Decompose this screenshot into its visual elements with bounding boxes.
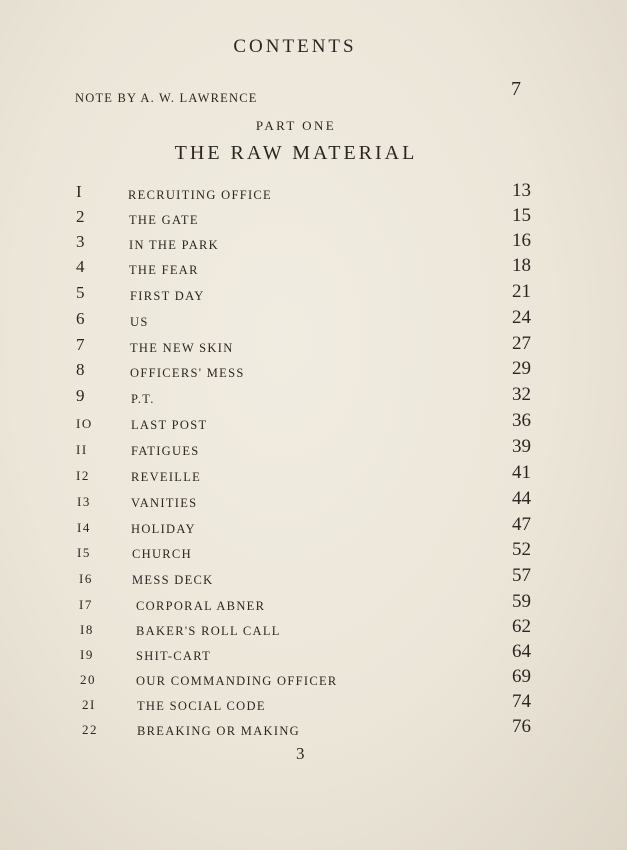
- chapter-number: 3: [76, 232, 85, 251]
- chapter-number: 22: [82, 722, 98, 737]
- chapter-row: [0, 438, 627, 464]
- chapter-page: 44: [512, 488, 531, 509]
- chapter-page: 57: [512, 565, 531, 586]
- chapter-title: THE SOCIAL CODE: [137, 699, 266, 713]
- chapter-row: [0, 360, 627, 386]
- chapter-page: 27: [512, 333, 531, 354]
- chapter-title: LAST POST: [131, 418, 208, 432]
- chapter-title: REVEILLE: [131, 470, 202, 484]
- chapter-title: SHIT-CART: [136, 649, 212, 663]
- chapter-page: 15: [512, 205, 531, 226]
- chapter-row: [0, 232, 627, 258]
- chapter-number: 5: [76, 283, 85, 302]
- chapter-row: [0, 693, 627, 719]
- section-heading: THE RAW MATERIAL: [174, 142, 418, 164]
- chapter-row: [0, 464, 627, 490]
- chapter-page: 18: [512, 255, 531, 276]
- chapter-title: BREAKING OR MAKING: [137, 724, 300, 738]
- chapter-title: THE GATE: [129, 213, 199, 227]
- chapter-number: IO: [76, 416, 93, 431]
- chapter-row: [0, 516, 627, 542]
- chapter-page: 32: [512, 384, 531, 405]
- chapter-row: [0, 490, 627, 516]
- chapter-title: P.T.: [131, 392, 155, 406]
- chapter-number: 6: [76, 309, 85, 328]
- chapter-page: 64: [512, 641, 531, 662]
- chapter-title: FIRST DAY: [130, 289, 205, 303]
- note-entry-title: NOTE BY A. W. LAWRENCE: [75, 91, 258, 105]
- chapter-row: [0, 309, 627, 335]
- chapter-page: 21: [512, 281, 531, 302]
- chapter-title: THE NEW SKIN: [130, 341, 234, 355]
- chapter-page: 36: [512, 410, 531, 431]
- chapter-row: [0, 643, 627, 669]
- chapter-page: 52: [512, 539, 531, 560]
- chapter-page: 76: [512, 716, 531, 737]
- chapter-page: 62: [512, 616, 531, 637]
- chapter-page: 41: [512, 462, 531, 483]
- chapter-page: 39: [512, 436, 531, 457]
- chapter-number: I4: [77, 520, 91, 535]
- chapter-number: 8: [76, 360, 85, 379]
- chapter-row: [0, 618, 627, 644]
- chapter-title: OFFICERS' MESS: [130, 366, 245, 380]
- note-entry-page: 7: [511, 78, 521, 100]
- chapter-row: [0, 182, 627, 208]
- chapter-row: [0, 335, 627, 361]
- chapter-title: THE FEAR: [129, 263, 199, 277]
- chapter-page: 74: [512, 691, 531, 712]
- part-heading: PART ONE: [255, 118, 337, 133]
- chapter-title: MESS DECK: [132, 573, 214, 587]
- chapter-page: 69: [512, 666, 531, 687]
- chapter-number: 7: [76, 335, 85, 354]
- chapter-row: [0, 412, 627, 438]
- chapter-title: VANITIES: [131, 496, 198, 510]
- chapter-row: [0, 386, 627, 412]
- chapter-page: 59: [512, 591, 531, 612]
- chapter-page: 29: [512, 358, 531, 379]
- chapter-row: [0, 257, 627, 283]
- chapter-number: 9: [76, 386, 85, 405]
- chapter-row: [0, 593, 627, 619]
- chapter-row: [0, 567, 627, 593]
- chapter-number: I8: [80, 622, 94, 637]
- chapter-title: OUR COMMANDING OFFICER: [136, 674, 338, 688]
- page-number: 3: [296, 744, 305, 763]
- chapter-number: I2: [76, 468, 90, 483]
- chapter-number: 4: [76, 257, 85, 276]
- chapter-title: US: [130, 315, 149, 329]
- chapter-number: 2I: [82, 697, 96, 712]
- chapter-number: I5: [77, 545, 91, 560]
- chapter-row: [0, 668, 627, 694]
- chapter-title: CORPORAL ABNER: [136, 599, 266, 613]
- chapter-title: CHURCH: [132, 547, 192, 561]
- chapter-number: I3: [77, 494, 91, 509]
- chapter-number: I: [76, 182, 82, 201]
- chapter-page: 24: [512, 307, 531, 328]
- chapter-title: BAKER'S ROLL CALL: [136, 624, 281, 638]
- chapter-number: 2: [76, 207, 85, 226]
- chapter-title: FATIGUES: [131, 444, 200, 458]
- contents-heading: CONTENTS: [233, 36, 357, 57]
- chapter-number: 20: [80, 672, 96, 687]
- chapter-number: I7: [79, 597, 93, 612]
- chapter-number: II: [76, 442, 88, 457]
- chapter-row: [0, 207, 627, 233]
- chapter-title: RECRUITING OFFICE: [128, 188, 272, 202]
- chapter-page: 16: [512, 230, 531, 251]
- chapter-page: 13: [512, 180, 531, 201]
- chapter-row: [0, 541, 627, 567]
- chapter-page: 47: [512, 514, 531, 535]
- chapter-title: HOLIDAY: [131, 522, 196, 536]
- chapter-row: [0, 283, 627, 309]
- chapter-title: IN THE PARK: [129, 238, 220, 252]
- chapter-number: I6: [79, 571, 93, 586]
- chapter-number: I9: [80, 647, 94, 662]
- chapter-row: [0, 718, 627, 744]
